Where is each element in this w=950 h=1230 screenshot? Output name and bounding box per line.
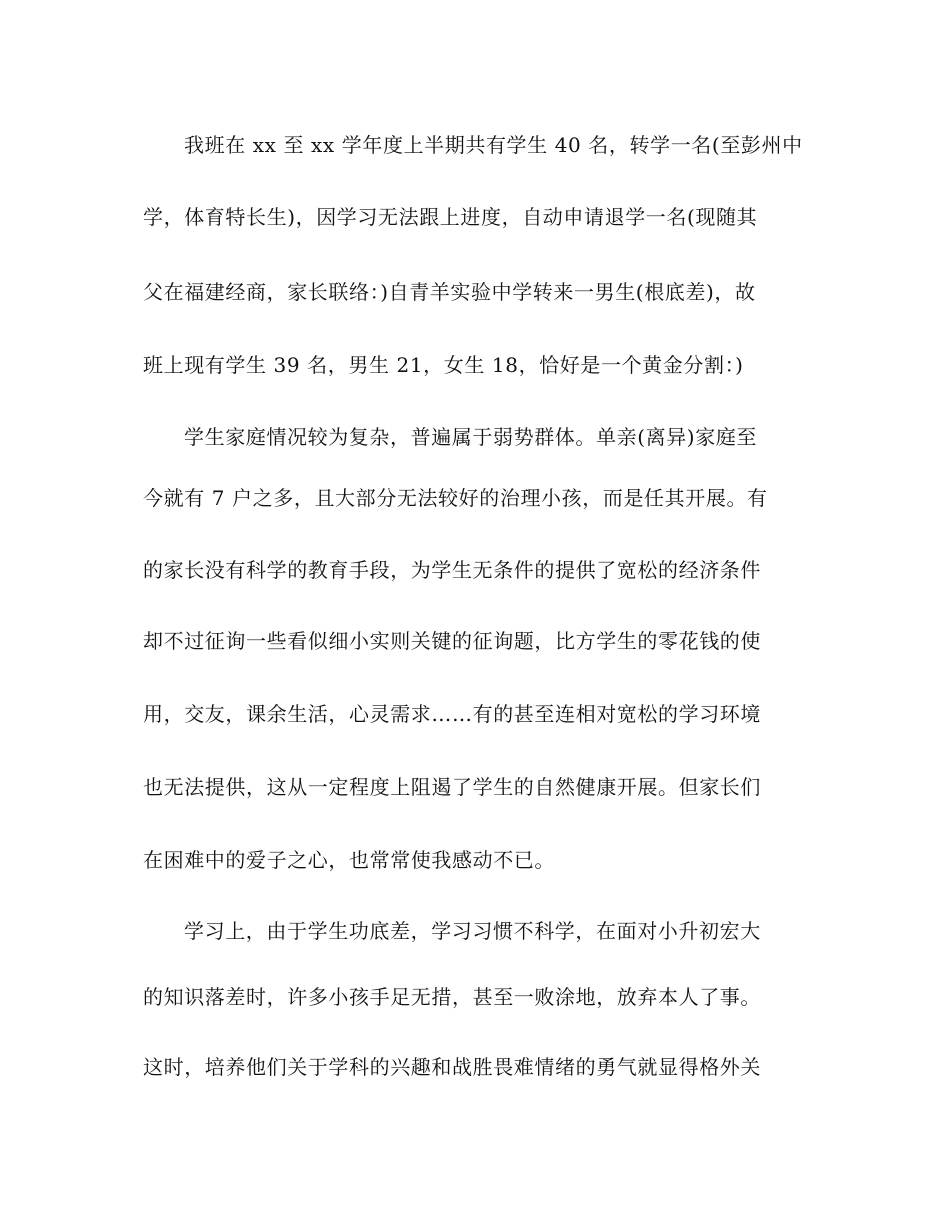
paragraph-2-line-4: 却不过征询一些看似细小实则关键的征询题，比方学生的零花钱的使 [143,629,761,653]
paragraph-3-line-1: 学习上，由于学生功底差，学习习惯不科学，在面对小升初宏大 [184,919,761,943]
paragraph-3-line-3: 这时，培养他们关于学科的兴趣和战胜畏难情绪的勇气就显得格外关 [143,1055,761,1079]
paragraph-2-line-7: 在困难中的爱子之心，也常常使我感动不已。 [143,848,555,872]
paragraph-3-line-2: 的知识落差时，许多小孩手足无措，甚至一败涂地，放弃本人了事。 [143,985,761,1009]
paragraph-2-line-1: 学生家庭情况较为复杂，普遍属于弱势群体。单亲(离异)家庭至 [184,425,758,449]
paragraph-2-line-3: 的家长没有科学的教育手段，为学生无条件的提供了宽松的经济条件 [143,558,761,582]
paragraph-1-line-3: 父在福建经商，家长联络：)自青羊实验中学转来一男生(根底差)，故 [143,280,756,304]
paragraph-1-line-2: 学，体育特长生)，因学习无法跟上进度，自动申请退学一名(现随其 [143,205,758,229]
paragraph-1-line-4: 班上现有学生 39 名，男生 21，女生 18，恰好是一个黄金分割：) [143,353,744,377]
paragraph-2-line-6: 也无法提供，这从一定程度上阻遏了学生的自然健康开展。但家长们 [143,775,761,799]
paragraph-1-line-1: 我班在 xx 至 xx 学年度上半期共有学生 40 名，转学一名(至彭州中 [184,133,803,157]
paragraph-2-line-2: 今就有 7 户之多，且大部分无法较好的治理小孩，而是任其开展。有 [143,486,768,510]
paragraph-2-line-5: 用，交友，课余生活，心灵需求……有的甚至连相对宽松的学习环境 [143,702,761,726]
